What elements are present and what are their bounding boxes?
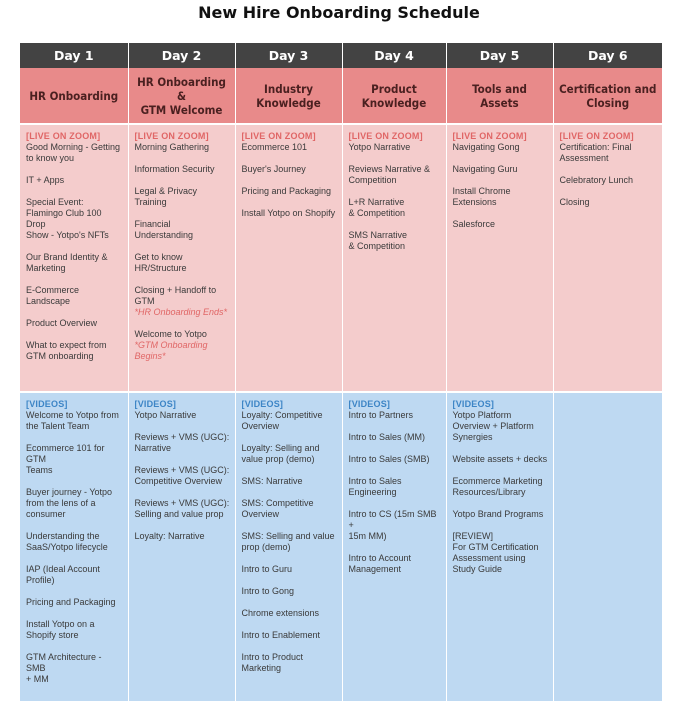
video-session-item: Understanding the SaaS/Yotpo lifecycle	[26, 531, 108, 552]
zoom-session-item: Reviews Narrative & Competition	[348, 164, 431, 185]
day-header-row	[20, 43, 662, 68]
day-topic: HR Onboarding & GTM Welcome	[128, 68, 235, 124]
videos-row	[20, 392, 662, 701]
video-session-item: Intro to CS (15m SMB + 15m MM)	[348, 509, 437, 541]
day-header: Day 3	[235, 43, 342, 68]
video-session-item: Intro to Gong	[241, 586, 295, 596]
video-session-item: Ecommerce 101 for GTM Teams	[26, 443, 105, 475]
zoom-session-item: Navigating Gong	[452, 142, 520, 152]
video-session-item: Welcome to Yotpo from the Talent Team	[26, 410, 119, 431]
video-session-item: SMS: Selling and value prop (demo)	[241, 531, 335, 552]
onboarding-milestone-note: *GTM Onboarding Begins*	[134, 340, 208, 361]
zoom-session-item: Install Yotpo on Shopify	[241, 208, 336, 218]
zoom-session-item: Morning Gathering	[134, 142, 210, 152]
zoom-tag: [LIVE ON ZOOM]	[134, 131, 209, 141]
zoom-session-item: Information Security	[134, 164, 215, 174]
zoom-sessions-cell	[128, 124, 235, 392]
video-sessions-cell	[235, 392, 342, 701]
video-tag: [VIDEOS]	[348, 399, 391, 409]
live-zoom-row	[20, 124, 662, 392]
video-session-item: Chrome extensions	[241, 608, 320, 618]
video-session-item: GTM Architecture - SMB + MM	[26, 652, 102, 684]
zoom-session-item: What to expect from GTM onboarding	[26, 340, 107, 361]
zoom-session-item: Welcome to Yotpo *GTM Onboarding Begins*	[134, 329, 208, 361]
zoom-session-item: Legal & Privacy Training	[134, 186, 198, 207]
zoom-tag: [LIVE ON ZOOM]	[559, 131, 634, 141]
zoom-session-item: Ecommerce 101	[241, 142, 308, 152]
video-session-item: SMS: Competitive Overview	[241, 498, 314, 519]
video-session-item: Pricing and Packaging	[26, 597, 116, 607]
video-sessions-cell	[446, 392, 553, 701]
day-topic: HR Onboarding	[20, 68, 128, 124]
zoom-session-item: Get to know HR/Structure	[134, 252, 187, 273]
video-session-item: Intro to Guru	[241, 564, 293, 574]
video-session-item: Intro to Partners	[348, 410, 414, 420]
day-topic: Industry Knowledge	[235, 68, 342, 124]
video-tag: [VIDEOS]	[26, 399, 68, 409]
video-session-item: Reviews + VMS (UGC): Narrative	[134, 432, 230, 453]
video-session-item: Intro to Product Marketing	[241, 652, 304, 673]
video-session-item: Yotpo Platform Overview + Platform Synergies	[452, 410, 534, 442]
onboarding-milestone-note: *HR Onboarding Ends*	[134, 307, 228, 317]
zoom-session-item: Financial Understanding	[134, 219, 194, 240]
video-session-item: Reviews + VMS (UGC): Selling and value prop	[134, 498, 230, 519]
zoom-session-item: Product Overview	[26, 318, 98, 328]
zoom-session-item: Install Chrome Extensions	[452, 186, 511, 207]
zoom-session-item: Buyer's Journey	[241, 164, 306, 174]
video-session-item: Buyer journey - Yotpo from the lens of a consumer	[26, 487, 113, 519]
zoom-tag: [LIVE ON ZOOM]	[26, 131, 101, 141]
zoom-sessions-cell	[342, 124, 446, 392]
video-session-item: Loyalty: Selling and value prop (demo)	[241, 443, 320, 464]
video-session-item: Install Yotpo on a Shopify store	[26, 619, 95, 640]
video-session-item: Intro to Sales (MM)	[348, 432, 426, 442]
zoom-session-item: IT + Apps	[26, 175, 65, 185]
zoom-session-item: E-Commerce Landscape	[26, 285, 80, 306]
zoom-session-item: Navigating Guru	[452, 164, 518, 174]
day-header: Day 2	[128, 43, 235, 68]
video-session-item: Intro to Account Management	[348, 553, 412, 574]
day-header: Day 6	[553, 43, 662, 68]
day-header: Day 4	[342, 43, 446, 68]
video-session-item: Intro to Sales (SMB)	[348, 454, 430, 464]
day-topic: Product Knowledge	[342, 68, 446, 124]
video-sessions-cell	[342, 392, 446, 701]
zoom-sessions-cell	[20, 124, 128, 392]
zoom-tag: [LIVE ON ZOOM]	[452, 131, 527, 141]
zoom-session-item: Good Morning - Getting to know you	[26, 142, 121, 163]
zoom-session-item: Closing + Handoff to GTM *HR Onboarding Ends*	[134, 285, 228, 317]
page-title: New Hire Onboarding Schedule	[198, 3, 480, 22]
video-session-item: SMS: Narrative	[241, 476, 303, 486]
zoom-session-item: Our Brand Identity & Marketing	[26, 252, 108, 273]
video-sessions-cell	[20, 392, 128, 701]
zoom-session-item: Salesforce	[452, 219, 496, 229]
zoom-session-item: Closing	[559, 197, 590, 207]
zoom-tag: [LIVE ON ZOOM]	[241, 131, 316, 141]
video-session-item: Intro to Enablement	[241, 630, 321, 640]
day-header: Day 1	[20, 43, 128, 68]
zoom-session-item: Certification: Final Assessment	[559, 142, 632, 163]
schedule-table	[20, 43, 662, 701]
video-session-item: Intro to Sales Engineering	[348, 476, 402, 497]
day-topic: Certification and Closing	[553, 68, 662, 124]
zoom-session-item: Celebratory Lunch	[559, 175, 634, 185]
video-session-item: [REVIEW] For GTM Certification Assessment using Study Guide	[452, 531, 539, 574]
video-session-item: Loyalty: Competitive Overview	[241, 410, 323, 431]
video-session-item: Website assets + decks	[452, 454, 548, 464]
video-session-item: Reviews + VMS (UGC): Competitive Overview	[134, 465, 230, 486]
video-session-item: IAP (Ideal Account Profile)	[26, 564, 100, 585]
video-sessions-cell	[128, 392, 235, 701]
zoom-tag: [LIVE ON ZOOM]	[348, 131, 423, 141]
zoom-sessions-cell	[446, 124, 553, 392]
day-header: Day 5	[446, 43, 553, 68]
topic-row	[20, 68, 662, 124]
video-session-item: Yotpo Brand Programs	[452, 509, 544, 519]
zoom-session-item: SMS Narrative & Competition	[348, 230, 408, 251]
video-tag: [VIDEOS]	[134, 399, 177, 409]
day-topic: Tools and Assets	[446, 68, 553, 124]
zoom-sessions-cell	[553, 124, 662, 392]
zoom-session-item: L+R Narrative & Competition	[348, 197, 406, 218]
video-session-item: Loyalty: Narrative	[134, 531, 205, 541]
video-session-item: Ecommerce Marketing Resources/Library	[452, 476, 543, 497]
video-session-item: Yotpo Narrative	[134, 410, 197, 420]
zoom-session-item: Yotpo Narrative	[348, 142, 411, 152]
video-tag: [VIDEOS]	[241, 399, 284, 409]
video-sessions-cell	[553, 392, 662, 701]
zoom-session-item: Special Event: Flamingo Club 100 Drop Show - Yotpo's NFTs	[26, 197, 109, 240]
zoom-session-item: Pricing and Packaging	[241, 186, 332, 196]
zoom-sessions-cell	[235, 124, 342, 392]
video-tag: [VIDEOS]	[452, 399, 495, 409]
